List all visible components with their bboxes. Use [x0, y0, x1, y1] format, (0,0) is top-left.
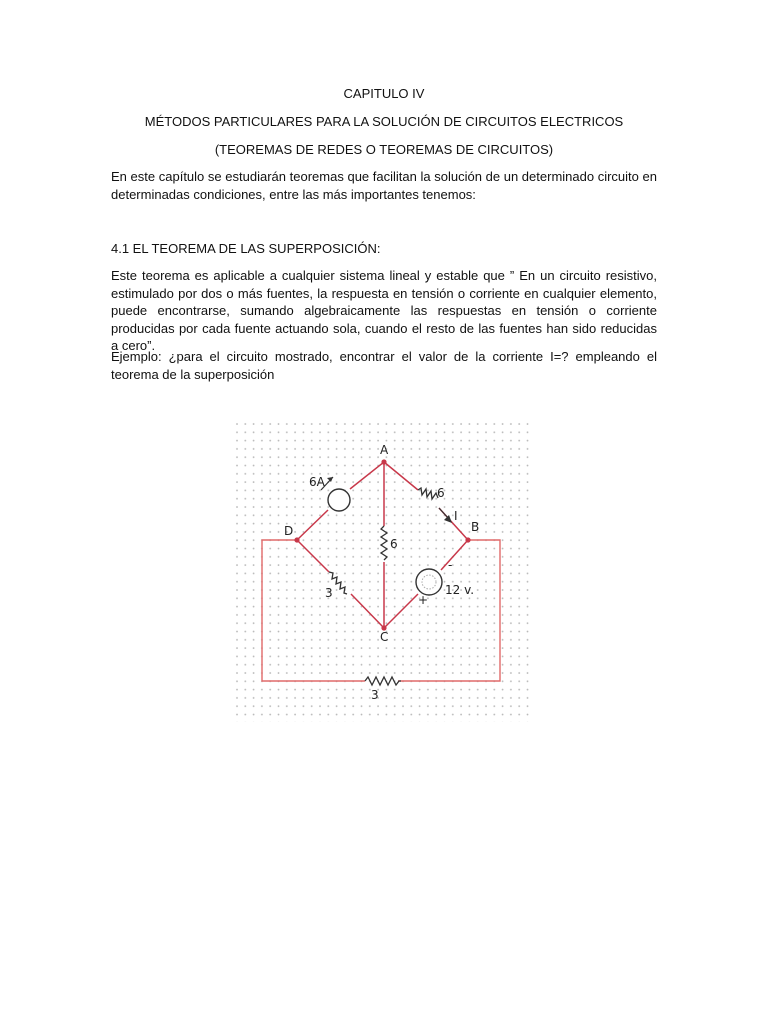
node-b-label: B [471, 520, 480, 534]
voltage-source-label: 12 v. [445, 583, 475, 597]
voltage-source [416, 569, 442, 595]
chapter-title: CAPITULO IV [343, 86, 425, 101]
main-title: MÉTODOS PARTICULARES PARA LA SOLUCIÓN DE CIRCUITOS ELECTRICOS [144, 114, 624, 129]
node-a-dot [381, 459, 386, 464]
resistor-bottom-label: 3 [371, 688, 379, 702]
node-d-dot [294, 537, 299, 542]
example-paragraph: Ejemplo: ¿para el circuito mostrado, encontrar el valor de la corriente I=? empleando el teorema de la superposición [111, 349, 657, 382]
intro-paragraph: En este capítulo se estudiarán teoremas que facilitan la solución de un determinado circuito en determinadas condiciones, entre las más importantes tenemos: [111, 169, 657, 202]
node-c-label: C [380, 630, 389, 644]
circuit-figure [235, 422, 531, 722]
resistor-dc-label: 3 [325, 586, 333, 600]
circuit-diagram [235, 422, 531, 722]
section-heading: 4.1 EL TEOREMA DE LAS SUPERPOSICIÓN: [111, 241, 381, 256]
dot-grid [235, 422, 531, 722]
current-label: I [454, 509, 458, 523]
resistor-ac-label: 6 [390, 537, 398, 551]
section-paragraph: Este teorema es aplicable a cualquier sistema lineal y estable que ” En un circuito resistivo, estimulado por dos o más fuentes, la respuesta en tensión o corriente en cualquier elemento, puede encontrarse, sumando algebraicamente las respuestas en tensión o corriente producidas por cada fuente actuando sola, cuando el resto de las fuentes han sido reducidas a cero”. [111, 268, 657, 353]
voltage-plus-label: + [418, 593, 429, 607]
voltage-minus-label: - [448, 558, 453, 572]
node-b-dot [465, 537, 470, 542]
current-source-label: 6A [309, 475, 325, 489]
node-a-label: A [380, 443, 389, 457]
node-d-label: D [284, 524, 294, 538]
current-source [328, 489, 350, 511]
subtitle: (TEOREMAS DE REDES O TEOREMAS DE CIRCUITOS) [214, 142, 554, 157]
resistor-ab-label: 6 [437, 486, 445, 500]
